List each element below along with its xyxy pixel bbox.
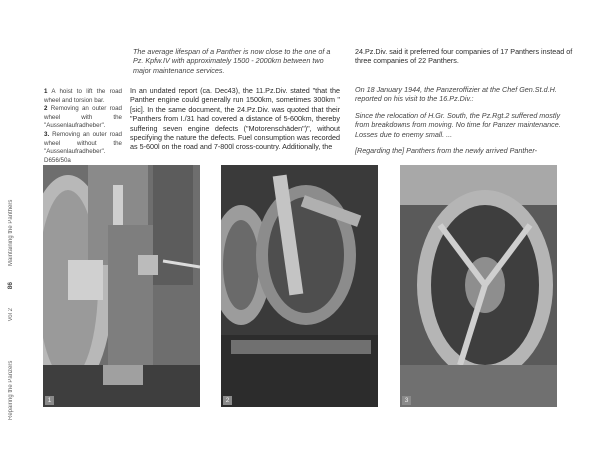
road-wheel-photo-icon	[400, 165, 557, 407]
running-header-volume: Vol 2	[8, 308, 14, 322]
lifespan-quote: The average lifespan of a Panther is now close to the one of a Pz. Kpfw.IV with approximately 1500 - 2000km between two major maintenance services.	[133, 47, 331, 75]
photo-number: 3	[402, 396, 411, 405]
caption-1: 1 A hoist to lift the road wheel and torsion bar.	[44, 88, 122, 104]
hoist-photo-icon	[43, 165, 200, 407]
quote-paragraph: On 18 January 1944, the Panzeroffizier at the Chef Gen.St.d.H. reported on his visit to the 16.Pz.Div.:	[355, 85, 557, 104]
photo-hoist	[43, 165, 200, 407]
photo-road-wheel-with-tool	[221, 165, 378, 407]
road-wheel-photo-icon	[221, 165, 378, 407]
main-body-text: In an undated report (ca. Dec43), the 11.Pz.Div. stated "that the Panther engine could generally run 1500km, sometimes 300km " [sic]. In the same document, the 24.Pz.Div. was quoted that their "Panthers from I./31 had covered a distance of 5-600km, thereby suffering seven engine defects ("Motorenschäden")", without specifying the nature the defects. Fuel consumption was recorded as 5-600l on the road and 7-800l cross-country. Additionally, the	[130, 86, 340, 152]
photo-road-wheel-without-tool	[400, 165, 557, 407]
right-column-quote	[355, 85, 573, 162]
page-number: 86	[7, 282, 14, 290]
right-column-text: 24.Pz.Div. said it preferred four companies of 17 Panthers instead of three companies of 22 Panthers.	[355, 47, 573, 66]
running-header-chapter: Maintaining the Panthers	[8, 199, 14, 266]
quote-paragraph: Since the relocation of H.Gr. South, the Pz.Rgt.2 suffered mostly from breakdowns from moving. No time for Panzer maintenance. Losses due to enemy small. ...	[355, 110, 561, 139]
photo-captions	[44, 88, 122, 165]
photo-number: 2	[223, 396, 232, 405]
caption-3: 3. Removing an outer road wheel without the "Aussenlaufradheber". D656/50a	[44, 130, 122, 164]
quote-paragraph: [Regarding the] Panthers from the newly arrived Panther-	[355, 146, 538, 156]
running-header-series: Repairing the Panzers	[8, 360, 14, 420]
caption-2: 2 Removing an outer road wheel with the "Aussenlaufradheber".	[44, 105, 122, 130]
photo-number: 1	[45, 396, 54, 405]
